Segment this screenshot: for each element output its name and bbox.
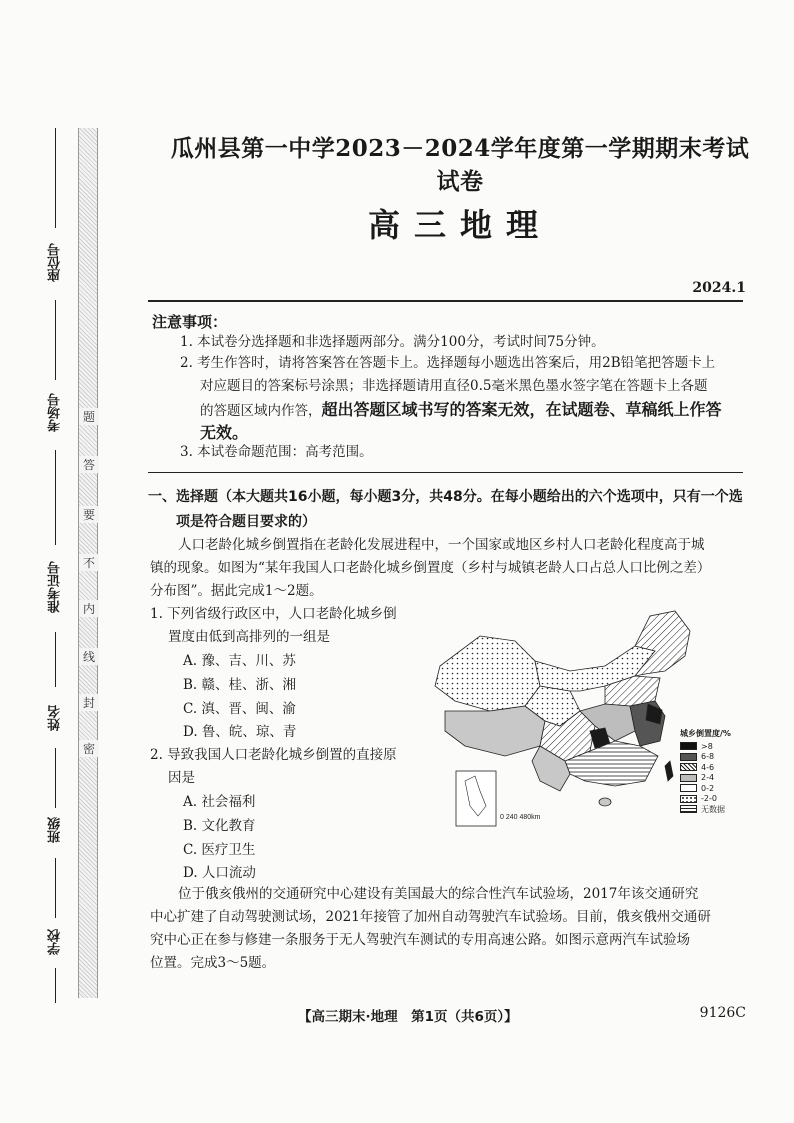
legend-label: 2-4 — [701, 773, 715, 783]
question-1-option-b: B. 赣、桂、浙、湘 — [183, 677, 297, 693]
legend-title: 城乡倒置度/% — [680, 729, 731, 738]
legend-row — [680, 752, 750, 763]
legend-label: 0-2 — [701, 783, 715, 793]
class-label: 班级 — [48, 817, 63, 843]
paper-code: 9126C — [699, 1005, 746, 1021]
passage-1-line: 人口老龄化城乡倒置指在老龄化发展进程中，一个国家或地区乡村人口老龄化程度高于城 — [178, 537, 705, 553]
legend-row — [680, 804, 750, 815]
field-line — [55, 968, 56, 1003]
legend-swatch — [680, 784, 697, 792]
seal-band — [78, 128, 98, 998]
legend-label: 6-8 — [701, 752, 715, 762]
legend-swatch — [680, 742, 697, 750]
seat-number-label: 座位号 — [48, 243, 63, 283]
question-2-option-c: C. 医疗卫生 — [183, 842, 256, 858]
passage-1-line: 分布图”。据此完成1～2题。 — [150, 583, 323, 599]
passage-2-line: 究中心正在参与修建一条服务于无人驾驶汽车测试的专用高速公路。如图示意两汽车试验场 — [150, 932, 690, 948]
legend-row — [680, 741, 750, 752]
field-line — [55, 858, 56, 918]
question-2-option-b: B. 文化教育 — [183, 818, 256, 834]
notice-bold-text: 无效。 — [200, 423, 249, 442]
question-2-stem: 因是 — [168, 770, 195, 786]
legend-swatch — [680, 753, 697, 761]
field-line — [55, 128, 56, 228]
exam-title: 瓜州县第一中学2023－2024学年度第一学期期末考试试卷 — [170, 135, 750, 195]
seal-word: 封 — [79, 694, 99, 711]
passage-2-line: 中心扩建了自动驾驶测试场，2021年接管了加州自动驾驶汽车试验场。目前，俄亥俄州交通研 — [150, 909, 711, 925]
seal-word: 要 — [79, 506, 99, 523]
notice-item-2-line-3 — [200, 397, 722, 424]
legend-label: 无数据 — [701, 804, 725, 814]
section-1-heading — [148, 485, 748, 535]
field-line — [55, 300, 56, 380]
seal-word: 内 — [79, 600, 99, 617]
passage-1-line: 镇的现象。如图为“某年我国人口老龄化城乡倒置度（乡村与城镇老龄人口占总人口比例之差） — [150, 560, 711, 576]
binding-strip — [0, 0, 140, 1123]
question-1-stem: 置度由低到高排列的一组是 — [168, 629, 330, 645]
passage-2-line: 位于俄亥俄州的交通研究中心建设有美国最大的综合性汽车试验场，2017年该交通研究 — [178, 886, 699, 902]
question-1-option-a: A. 豫、吉、川、苏 — [183, 653, 296, 669]
map-legend — [680, 728, 750, 815]
notice-item-2-line-1: 2. 考生作答时，请将答案答在答题卡上。选择题每小题选出答案后，用2B铅笔把答题卡上 — [180, 355, 716, 371]
legend-row — [680, 783, 750, 794]
section-heading-line: 项是符合题目要求的） — [176, 514, 316, 530]
exam-room-label: 考场号 — [48, 393, 63, 433]
seal-word: 线 — [79, 648, 99, 665]
field-line — [55, 748, 56, 808]
map-scale: 0 240 480km — [500, 814, 541, 821]
name-label: 姓名 — [48, 705, 63, 731]
exam-date: 2024.1 — [692, 280, 746, 296]
header-rule — [148, 300, 743, 302]
seal-word: 密 — [79, 740, 99, 757]
question-2-option-d: D. 人口流动 — [183, 865, 256, 881]
legend-swatch — [680, 805, 697, 813]
notice-normal-text: 的答题区域内作答， — [200, 403, 322, 419]
legend-row — [680, 773, 750, 784]
notice-item-3: 3. 本试卷命题范围：高考范围。 — [180, 444, 373, 460]
notice-bold-text: 超出答题区域书写的答案无效，在试题卷、草稿纸上作答 — [321, 400, 722, 419]
legend-swatch — [680, 795, 697, 803]
legend-swatch — [680, 774, 697, 782]
legend-label: -2-0 — [701, 794, 717, 804]
legend-label: 4-6 — [701, 762, 715, 772]
passage-2-line: 位置。完成3～5题。 — [150, 955, 276, 971]
school-label: 学校 — [48, 929, 63, 955]
notice-heading: 注意事项： — [152, 313, 228, 331]
notice-item-1: 1. 本试卷分选择题和非选择题两部分。满分100分，考试时间75分钟。 — [180, 334, 605, 350]
section-heading-line: 一、选择题（本大题共16小题，每小题3分，共48分。在每小题给出的六个选项中，只有一个选 — [148, 489, 743, 505]
question-1-stem: 1. 下列省级行政区中，人口老龄化城乡倒 — [150, 606, 397, 622]
legend-swatch — [680, 763, 697, 771]
question-1-option-d: D. 鲁、皖、琼、青 — [183, 724, 297, 740]
legend-row — [680, 794, 750, 805]
seal-word: 题 — [79, 408, 99, 425]
field-line — [55, 632, 56, 687]
subject-title: 高三地理 — [367, 206, 552, 244]
notice-rule — [148, 472, 743, 473]
field-line — [55, 450, 56, 545]
question-2-stem: 2. 导致我国人口老龄化城乡倒置的直接原 — [150, 747, 397, 763]
seal-word: 答 — [79, 456, 99, 473]
seal-word: 不 — [79, 554, 99, 571]
legend-label: >8 — [701, 741, 713, 751]
legend-row — [680, 762, 750, 773]
admission-number-label: 准考证号 — [48, 561, 63, 613]
question-2-option-a: A. 社会福利 — [183, 794, 256, 810]
notice-item-2-line-2: 对应题目的答案标号涂黑；非选择题请用直径0.5毫米黑色墨水签字笔在答题卡上各题 — [200, 378, 708, 394]
page-footer: 【高三期末·地理 第1页（共6页）】 — [298, 1009, 518, 1025]
question-1-option-c: C. 滇、晋、闽、渝 — [183, 701, 296, 717]
